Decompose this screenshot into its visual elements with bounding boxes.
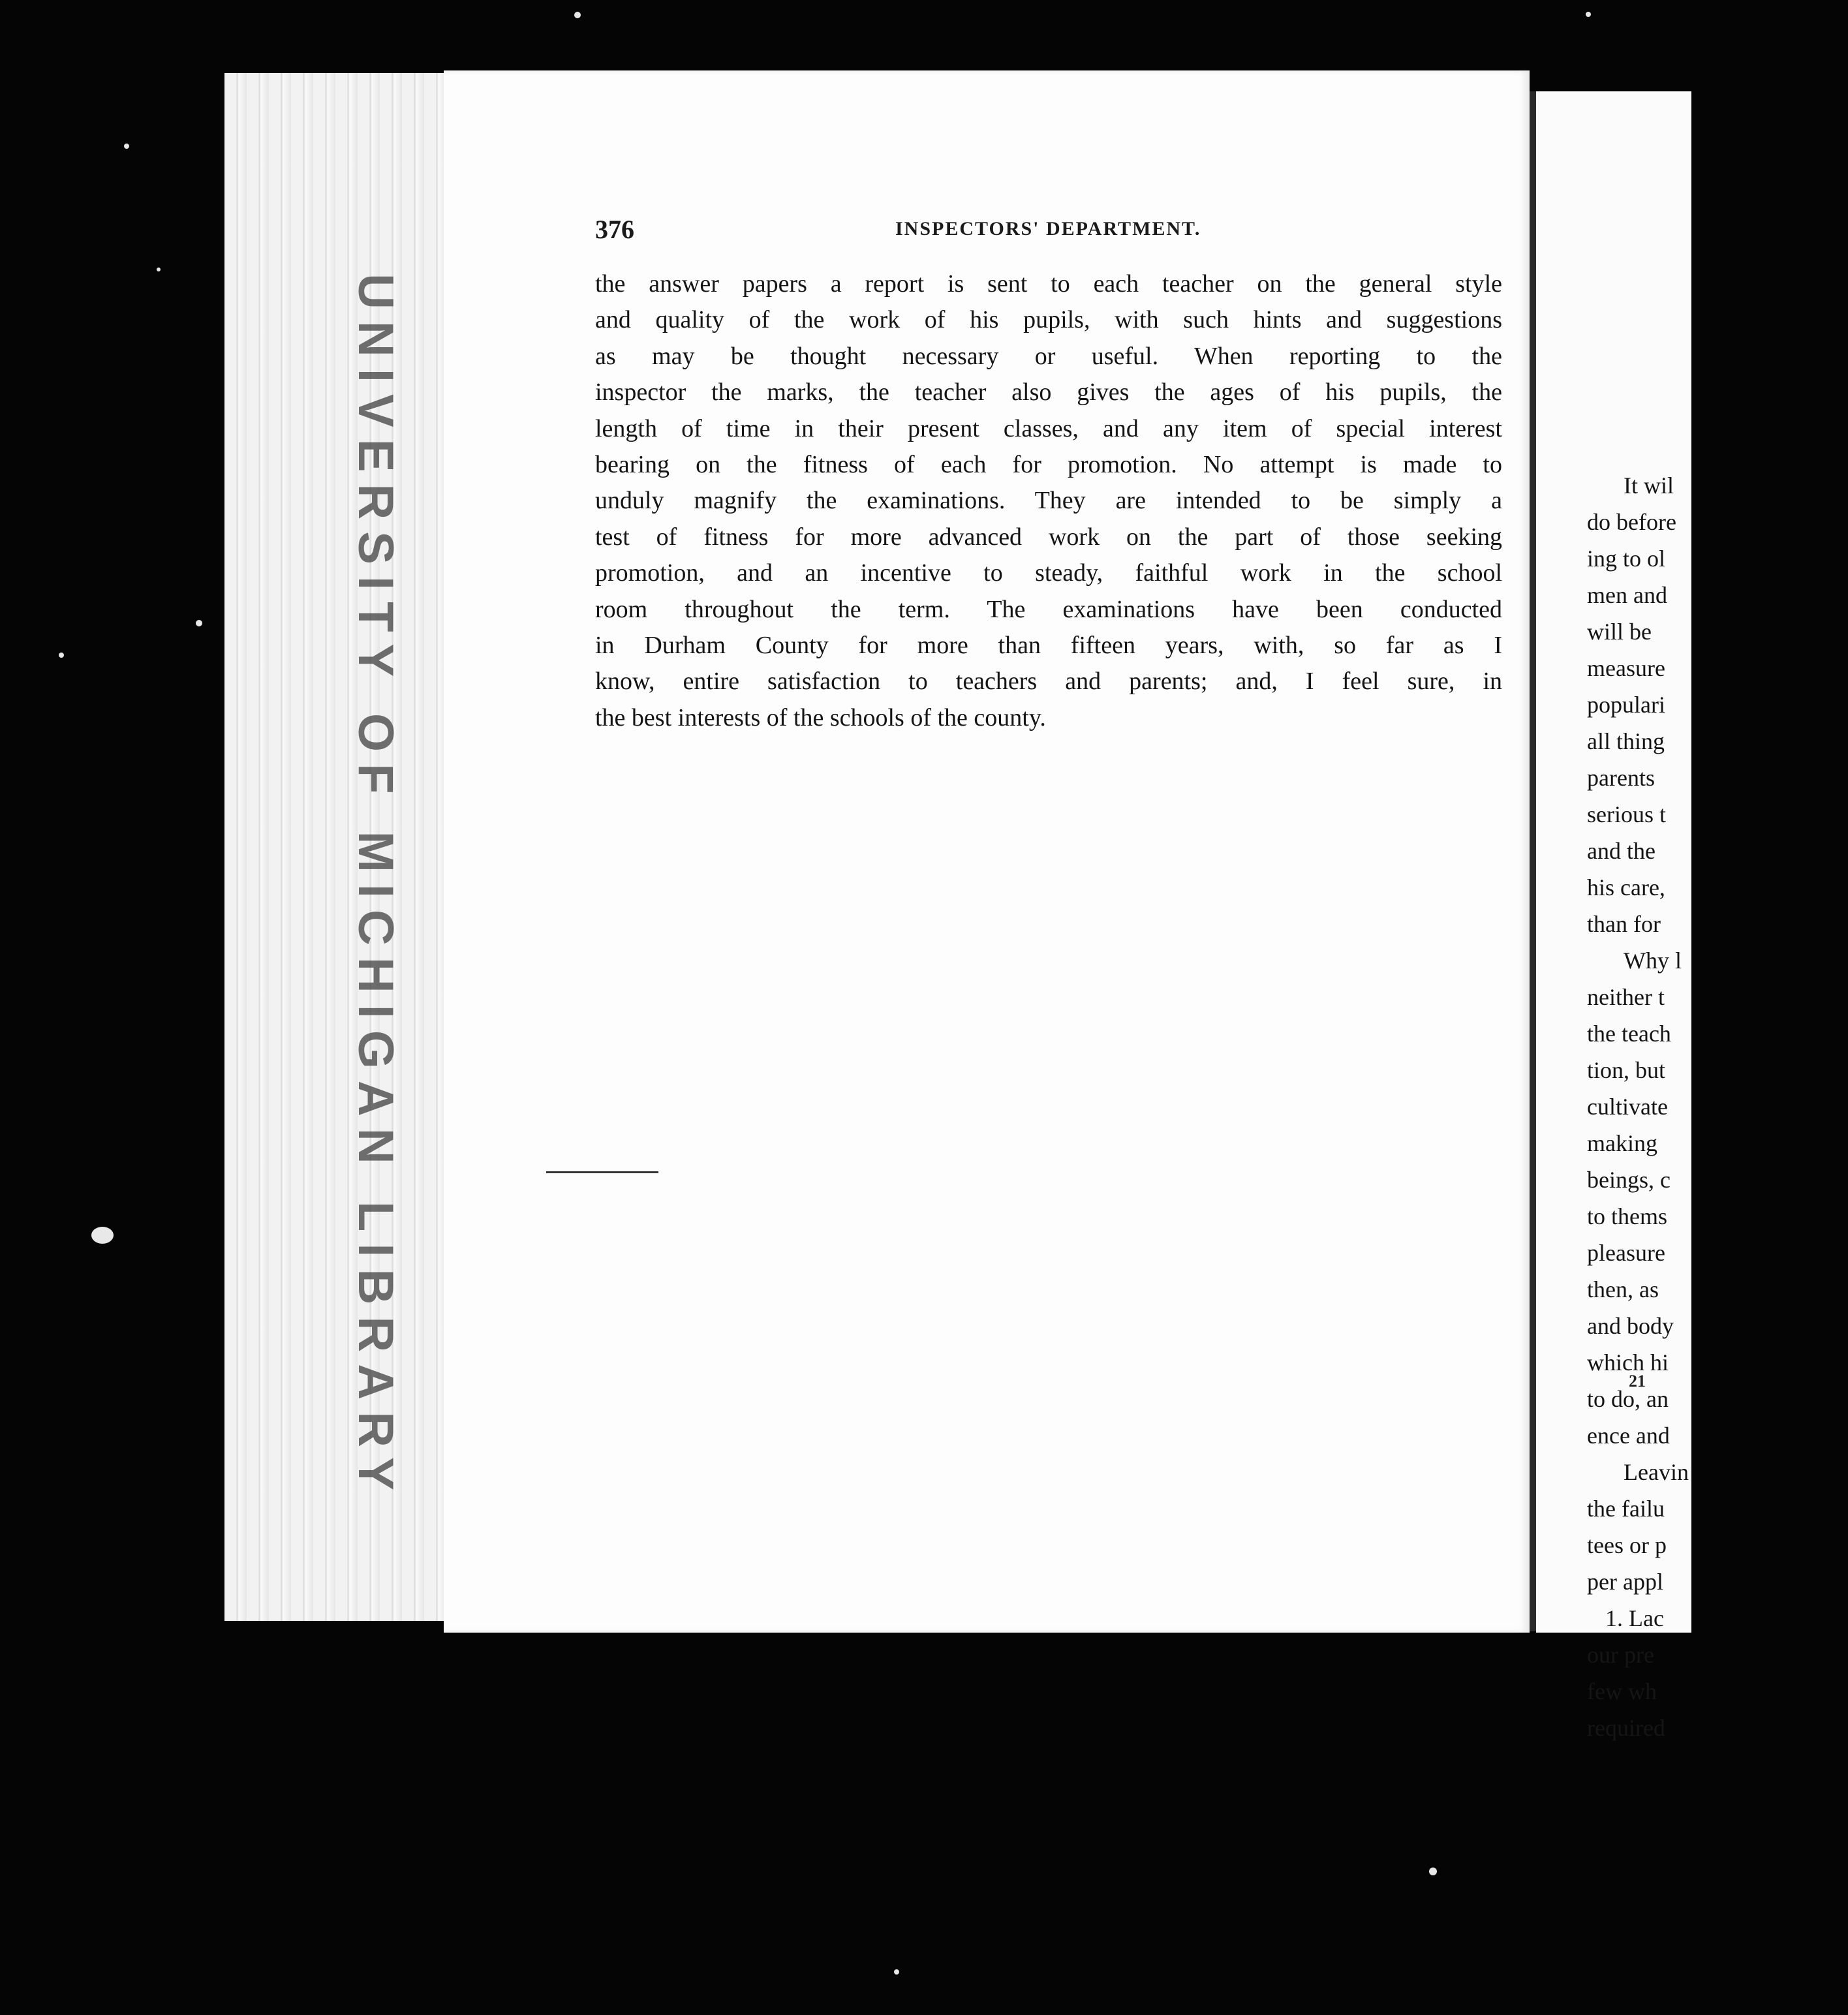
body-paragraph (595, 266, 1502, 736)
text-line: as may be thought necessary or useful. When reporting to the (595, 342, 1502, 370)
text-line: required (1587, 1715, 1665, 1741)
text-line: the answer papers a report is sent to each teacher on the general style (595, 270, 1502, 298)
book-page-edges (224, 73, 448, 1621)
text-line: and quality of the work of his pupils, with such hints and suggestions (595, 306, 1502, 334)
text-line: parents (1587, 765, 1655, 791)
library-stamp (339, 273, 411, 1502)
dust-speck (124, 144, 129, 149)
text-line: than for (1587, 911, 1661, 937)
text-line: ence and (1587, 1423, 1670, 1449)
text-line: promotion, and an incentive to steady, faithful work in the school (595, 559, 1502, 587)
dust-speck (1429, 1868, 1437, 1875)
text-line: then, as (1587, 1276, 1659, 1302)
text-line: cultivate (1587, 1094, 1668, 1120)
section-divider-rule (546, 1171, 658, 1173)
text-line: making (1587, 1130, 1657, 1156)
text-line: the failu (1587, 1496, 1665, 1522)
text-line: to do, an (1587, 1386, 1669, 1412)
dust-speck (91, 1227, 114, 1244)
text-line: all thing (1587, 728, 1665, 754)
dust-speck (574, 12, 581, 18)
text-line: his care, (1587, 874, 1665, 900)
text-line: measure (1587, 655, 1665, 681)
text-line: room throughout the term. The examinations have been conducted (595, 595, 1502, 623)
text-line: neither t (1587, 984, 1665, 1010)
text-line: which hi (1587, 1349, 1669, 1376)
text-line: It wil (1624, 472, 1674, 499)
dust-speck (157, 268, 161, 271)
text-line: serious t (1587, 801, 1666, 827)
dust-speck (894, 1969, 899, 1975)
text-line: few wh (1587, 1678, 1657, 1704)
dust-speck (1586, 12, 1591, 17)
text-line: beings, c (1587, 1167, 1671, 1193)
running-head: INSPECTORS' DEPARTMENT. (895, 218, 1201, 239)
text-line: unduly magnify the examinations. They are intended to be simply a (595, 487, 1502, 515)
text-line: to thems (1587, 1203, 1667, 1229)
text-line: in Durham County for more than fifteen years, with, so far as I (595, 631, 1502, 659)
text-line: populari (1587, 692, 1665, 718)
facing-page-text (1587, 467, 1848, 1746)
library-stamp-text: UNIVERSITY OF MICHIGAN LIBRARY (347, 273, 403, 1502)
text-line: test of fitness for more advanced work on the part of those seeking (595, 523, 1502, 551)
page-number: 376 (595, 215, 634, 244)
text-line: will be (1587, 619, 1652, 645)
text-line: know, entire satisfaction to teachers and parents; and, I feel sure, in (595, 668, 1502, 696)
book-gutter (1530, 91, 1536, 1631)
facing-page (1536, 91, 1691, 1741)
page-header (595, 214, 1502, 251)
text-line: tion, but (1587, 1057, 1666, 1083)
text-line: length of time in their present classes, and any item of special interest (595, 414, 1502, 442)
text-line: the best interests of the schools of the county. (595, 703, 1046, 731)
text-line: Leavin (1624, 1459, 1689, 1485)
text-line: inspector the marks, the teacher also gives the ages of his pupils, the (595, 378, 1502, 407)
text-line: our pre (1587, 1642, 1654, 1668)
text-line: ing to ol (1587, 546, 1666, 572)
text-line: 1. Lac (1605, 1605, 1664, 1631)
text-line: per appl (1587, 1569, 1663, 1595)
text-line: and the (1587, 838, 1656, 864)
text-line: do before (1587, 509, 1676, 535)
dust-speck (196, 620, 202, 626)
text-line: Why l (1624, 947, 1682, 974)
signature-mark: 21 (1629, 1372, 1646, 1391)
document-page (444, 70, 1530, 1633)
text-line: and body (1587, 1313, 1674, 1339)
text-line: pleasure (1587, 1240, 1665, 1266)
text-line: bearing on the fitness of each for promotion. No attempt is made to (595, 450, 1502, 478)
text-line: the teach (1587, 1021, 1671, 1047)
text-line: tees or p (1587, 1532, 1667, 1558)
text-line: men and (1587, 582, 1667, 608)
dust-speck (59, 653, 64, 658)
